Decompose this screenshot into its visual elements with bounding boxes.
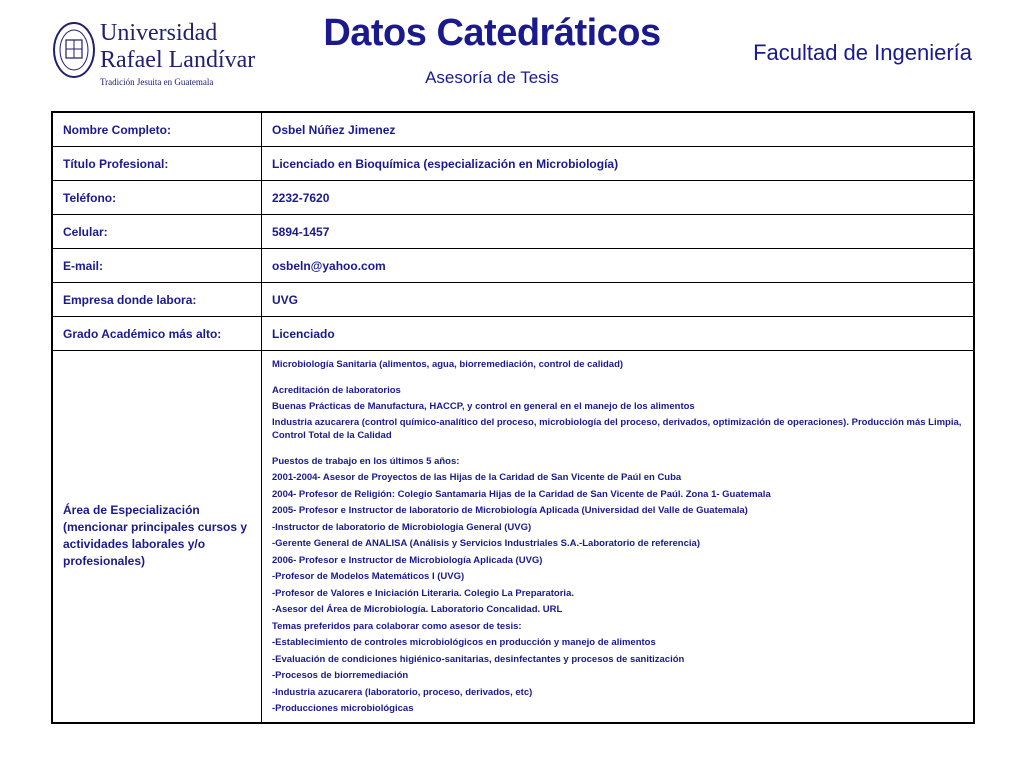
page-title: Datos Catedráticos	[323, 12, 661, 54]
table-row	[52, 147, 974, 181]
field-value: 5894-1457	[262, 215, 975, 249]
field-label: Celular:	[52, 215, 262, 249]
table-row	[52, 215, 974, 249]
table-row	[52, 317, 974, 351]
area-line: 2006- Profesor e Instructor de Microbiología Aplicada (UVG)	[272, 554, 543, 566]
field-value: UVG	[262, 283, 975, 317]
area-line: Temas preferidos para colaborar como asesor de tesis:	[272, 620, 522, 632]
area-line: -Profesor de Modelos Matemáticos I (UVG)	[272, 571, 465, 582]
area-line: -Asesor del Área de Microbiología. Laboratorio Concalidad. URL	[272, 604, 563, 615]
university-name-line1: Universidad	[100, 20, 218, 46]
area-spacer	[272, 445, 963, 454]
area-label: Área de Especialización (mencionar principales cursos y actividades laborales y/o profesionales)	[52, 351, 262, 723]
area-line: -Industria azucarera (laboratorio, proceso, derivados, etc)	[272, 686, 533, 698]
area-line: 2005- Profesor e Instructor de laboratorio de Microbiología Aplicada (Universidad del Valle de Guatemala)	[272, 505, 748, 516]
field-value: 2232-7620	[262, 181, 975, 215]
area-line: -Producciones microbiológicas	[272, 703, 414, 714]
table-row	[52, 112, 974, 147]
area-line: Puestos de trabajo en los últimos 5 años:	[272, 455, 460, 467]
field-label: Grado Académico más alto:	[52, 317, 262, 351]
field-value: Osbel Núñez Jimenez	[262, 112, 975, 147]
professor-data-table	[51, 111, 975, 724]
area-spacer	[272, 374, 963, 383]
area-line: -Gerente General de ANALISA (Análisis y Servicios Industriales S.A.-Laboratorio de referencia)	[272, 538, 700, 549]
university-name-line2: Rafael Landívar	[100, 47, 256, 73]
table-row	[52, 283, 974, 317]
field-label: Título Profesional:	[52, 147, 262, 181]
email-value: osbeln@yahoo.com	[262, 249, 975, 283]
page-subtitle: Asesoría de Tesis	[425, 68, 559, 87]
area-line: Acreditación de laboratorios	[272, 384, 401, 396]
table-row-specialization	[52, 351, 974, 723]
area-line: Microbiología Sanitaria (alimentos, agua, biorremediación, control de calidad)	[272, 359, 624, 370]
table-row	[52, 181, 974, 215]
faculty-name: Facultad de Ingeniería	[753, 40, 972, 65]
area-value	[262, 351, 975, 723]
field-value: Licenciado	[262, 317, 975, 351]
field-label: Empresa donde labora:	[52, 283, 262, 317]
area-line: 2001-2004- Asesor de Proyectos de las Hijas de la Caridad de San Vicente de Paúl en Cuba	[272, 472, 682, 483]
field-value: Licenciado en Bioquímica (especialización en Microbiología)	[262, 147, 975, 181]
field-label: E-mail:	[52, 249, 262, 283]
table-row	[52, 249, 974, 283]
field-label: Teléfono:	[52, 181, 262, 215]
field-label: Nombre Completo:	[52, 112, 262, 147]
area-line: -Evaluación de condiciones higiénico-sanitarias, desinfectantes y procesos de sanitización	[272, 653, 685, 665]
area-line: -Establecimiento de controles microbiológicos en producción y manejo de alimentos	[272, 637, 656, 648]
area-line: Buenas Prácticas de Manufactura, HACCP, y control en general en el manejo de los alimentos	[272, 401, 695, 412]
area-line: 2004- Profesor de Religión: Colegio Santamaria Hijas de la Caridad de San Vicente de Paúl. Zona 1- Guatemala	[272, 488, 771, 500]
area-line: -Instructor de laboratorio de Microbiología General (UVG)	[272, 521, 532, 533]
university-tagline: Tradición Jesuita en Guatemala	[100, 77, 214, 87]
area-line: -Procesos de biorremediación	[272, 670, 409, 681]
area-line: Industria azucarera (control químico-analítico del proceso, microbiología del proceso, derivados, optimización de operaciones). Producción más Limpia, Control Total de la Calidad	[272, 416, 962, 441]
area-line: -Profesor de Valores e Iniciación Literaria. Colegio La Preparatoria.	[272, 587, 574, 599]
